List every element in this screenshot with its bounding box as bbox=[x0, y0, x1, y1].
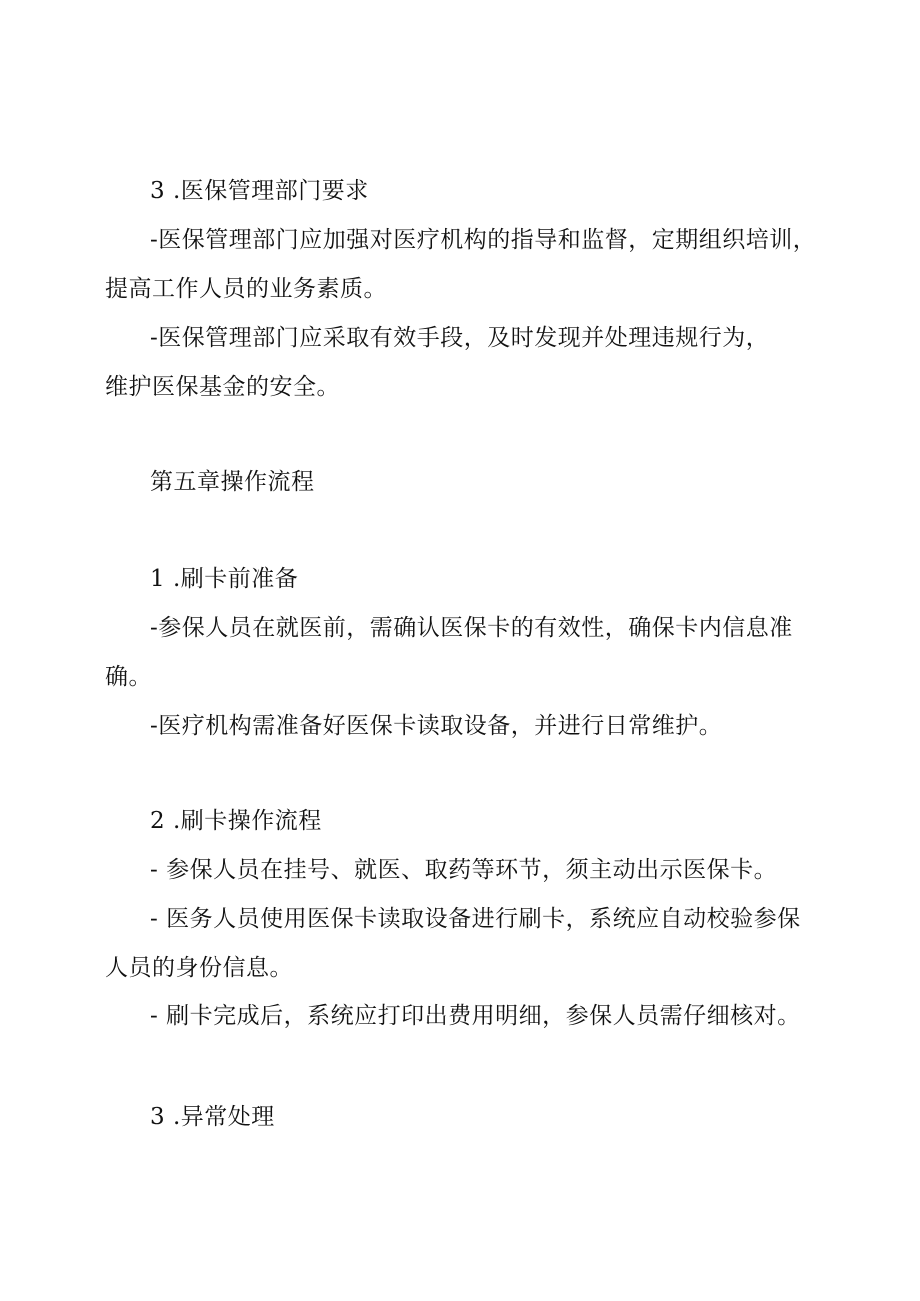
paragraph-line: - 刷卡完成后，系统应打印出费用明细，参保人员需仔细核对。 bbox=[150, 1003, 801, 1029]
section-heading-3: 3 .医保管理部门要求 bbox=[150, 178, 369, 204]
section-heading-3: 3 .异常处理 bbox=[150, 1104, 275, 1130]
paragraph-line: 提高工作人员的业务素质。 bbox=[105, 276, 387, 302]
paragraph-line: 维护医保基金的安全。 bbox=[105, 374, 340, 400]
paragraph-line: 确。 bbox=[105, 664, 152, 690]
section-heading-2: 2 .刷卡操作流程 bbox=[150, 808, 322, 834]
section-heading-1: 1 .刷卡前准备 bbox=[150, 566, 299, 592]
paragraph-line: -医疗机构需准备好医保卡读取设备，并进行日常维护。 bbox=[150, 713, 723, 739]
paragraph-line: -医保管理部门应加强对医疗机构的指导和监督，定期组织培训， bbox=[150, 227, 817, 253]
paragraph-line: - 医务人员使用医保卡读取设备进行刷卡，系统应自动校验参保 bbox=[150, 906, 801, 932]
chapter-title: 第五章操作流程 bbox=[150, 469, 315, 495]
paragraph-line: -医保管理部门应采取有效手段，及时发现并处理违规行为， bbox=[150, 325, 770, 351]
paragraph-line: -参保人员在就医前，需确认医保卡的有效性，确保卡内信息准 bbox=[150, 615, 793, 641]
paragraph-line: 人员的身份信息。 bbox=[105, 955, 293, 981]
paragraph-line: - 参保人员在挂号、就医、取药等环节，须主动出示医保卡。 bbox=[150, 857, 778, 883]
